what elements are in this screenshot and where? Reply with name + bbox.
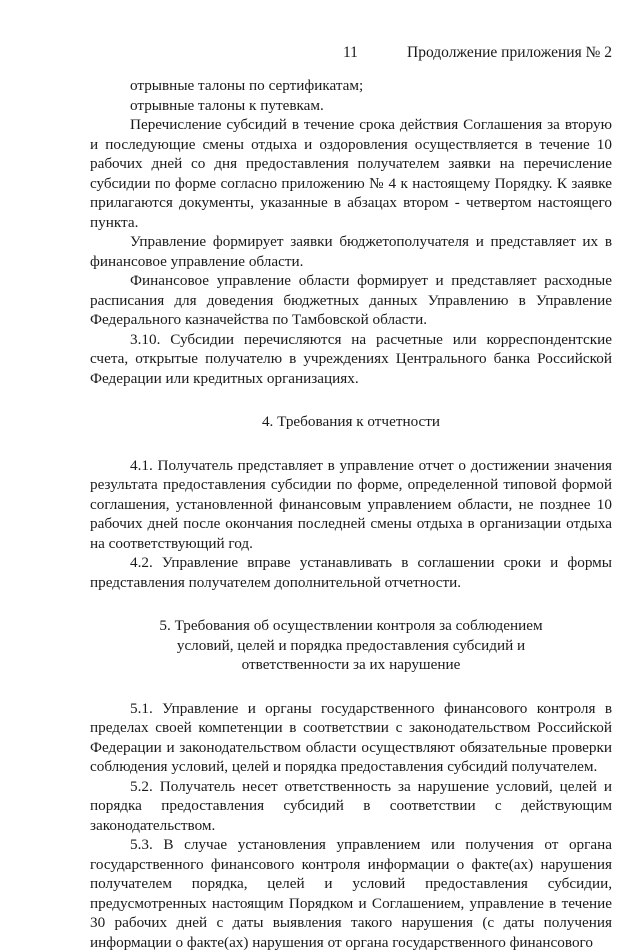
document-body — [90, 76, 612, 952]
section-heading — [90, 616, 612, 675]
paragraph: Перечисление субсидий в течение срока действия Соглашения за вторую и последующие смены отдыха и оздоровления осуществляется в течение 10 рабочих дней со дня предоставления получателем заявки на перечисление субсидии по форме согласно приложению № 4 к настоящему Порядку. К заявке прилагаются документы, указанные в абзацах втором - четвертом настоящего пункта. — [90, 116, 612, 231]
section-heading-line: 5. Требования об осуществлении контроля за соблюдением — [159, 617, 543, 634]
section-heading-line: ответственности за их нарушение — [241, 656, 461, 673]
section-heading: 4. Требования к отчетности — [261, 413, 441, 430]
section-heading-line: условий, целей и порядка предоставления субсидий и — [176, 636, 526, 654]
paragraph: Финансовое управление области формирует и представляет расходные расписания для доведения бюджетных данных Управлению в Управление Федерального казначейства по Тамбовской области. — [90, 272, 612, 328]
paragraph: 4.2. Управление вправе устанавливать в соглашении сроки и формы представления получателем дополнительной отчетности. — [90, 554, 612, 591]
paragraph: 4.1. Получатель представляет в управление отчет о достижении значения результата предоставления субсидии по форме, определенной типовой формой соглашения, установленной финансовым управлением области, не позднее 10 рабочих дней после окончания последней смены отдыха в организации отдыха на соответствующий год. — [90, 456, 612, 552]
page-header — [88, 44, 612, 66]
appendix-continuation-title: Продолжение приложения № 2 — [407, 44, 612, 61]
paragraph: 3.10. Субсидии перечисляются на расчетные или корреспондентские счета, открытые получателю в учреждениях Центрального банка Российской Федерации или кредитных организациях. — [90, 330, 612, 387]
paragraph: 5.3. В случае установления управлением или получения от органа государственного финансового контроля информации о факте(ах) нарушения получателем порядка, целей и условий предоставления субсидии, предусмотренных настоящим Порядком и Соглашением, управление в течение 30 рабочих дней с даты выявления такого нарушения (с даты получения информации о факте(ах) нарушения от органа государственного финансового — [90, 836, 612, 951]
paragraph: 5.2. Получатель несет ответственность за нарушение условий, целей и порядка предоставления субсидий в соответствии с действующим законодательством. — [90, 777, 612, 834]
paragraph: 5.1. Управление и органы государственного финансового контроля в пределах своей компетенции в соответствии с законодательством Российской Федерации и законодательством области осуществляют обязательные проверки соблюдения условий, целей и порядка предоставления субсидий получателем. — [90, 699, 612, 775]
page-number: 11 — [343, 44, 358, 61]
paragraph: отрывные талоны по сертификатам; — [130, 77, 364, 94]
paragraph: отрывные талоны к путевкам. — [130, 96, 324, 114]
paragraph: Управление формирует заявки бюджетополучателя и представляет их в финансовое управление области. — [90, 233, 612, 270]
